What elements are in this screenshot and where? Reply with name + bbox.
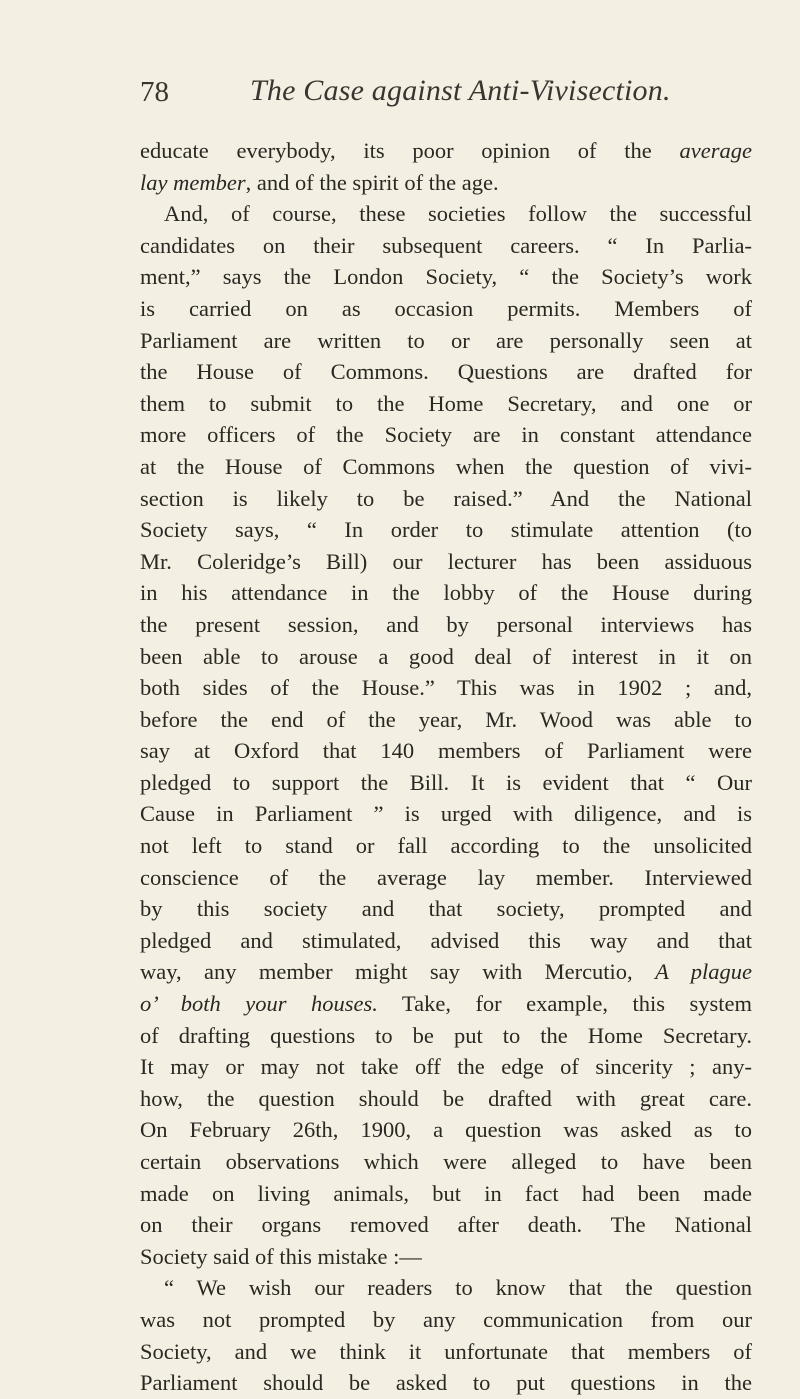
text-line	[140, 230, 752, 262]
text-segment: section is likely to be raised.” And the National	[140, 485, 752, 511]
text-segment: before the end of the year, Mr. Wood was able to	[140, 706, 752, 732]
text-line	[140, 451, 752, 483]
text-line	[140, 1241, 752, 1273]
text-line	[140, 167, 752, 199]
text-segment: certain observations which were alleged to have been	[140, 1149, 752, 1174]
text-segment: ment,” says the London Society, “ the Society’s work	[140, 264, 752, 290]
text-segment: of drafting questions to be put to the Home Secretary.	[140, 1022, 752, 1048]
text-line	[140, 261, 752, 293]
text-segment: And, of course, these societies follow the successful	[164, 201, 752, 227]
text-segment: not left to stand or fall according to the unsolicited	[140, 833, 752, 859]
text-line	[140, 1114, 752, 1146]
text-segment: It may or may not take off the edge of sincerity ; any-	[140, 1054, 752, 1080]
text-line	[140, 672, 752, 704]
text-segment: conscience of the average lay member. Interviewed	[140, 864, 752, 890]
text-segment: how, the question should be drafted with great care.	[140, 1085, 752, 1111]
text-segment: both sides of the House.” This was in 1902 ; and,	[140, 675, 752, 701]
text-segment: the House of Commons. Questions are drafted for	[140, 359, 752, 385]
text-line	[140, 135, 752, 167]
italic-text: lay member	[140, 169, 246, 195]
text-segment: the present session, and by personal interviews has	[140, 611, 752, 637]
text-segment: was not prompted by any communication from our	[140, 1306, 752, 1332]
text-line	[140, 893, 752, 925]
text-segment: candidates on their subsequent careers. “ In Parlia-	[140, 232, 752, 258]
text-segment: Society, and we think it unfortunate that members of	[140, 1338, 752, 1364]
text-segment: pledged to support the Bill. It is evident that “ Our	[140, 769, 752, 795]
text-line	[140, 419, 752, 451]
text-line	[140, 988, 752, 1020]
text-line	[140, 1083, 752, 1115]
text-segment: “ We wish our readers to know that the question	[164, 1275, 752, 1301]
text-line	[140, 577, 752, 609]
text-line	[140, 956, 752, 988]
text-segment: made on living animals, but in fact had been made	[140, 1180, 752, 1206]
text-segment: , and of the spirit of the age.	[245, 169, 499, 195]
text-segment: Mr. Coleridge’s Bill) our lecturer has been assiduous	[140, 548, 752, 574]
text-line	[140, 1146, 752, 1178]
text-line	[140, 1304, 752, 1336]
text-line	[140, 830, 752, 862]
text-line	[140, 514, 752, 546]
text-segment: Society said of this mistake :—	[140, 1243, 422, 1269]
text-segment: way, any member might say with Mercutio,	[140, 959, 656, 985]
text-line	[140, 388, 752, 420]
page-header	[140, 70, 740, 114]
text-line	[140, 1051, 752, 1083]
text-segment: is carried on as occasion permits. Members of	[140, 295, 752, 321]
italic-text: A plague	[655, 959, 753, 985]
text-segment: at the House of Commons when the question of vivi-	[140, 453, 752, 479]
text-segment: them to submit to the Home Secretary, and one or	[140, 390, 752, 416]
text-line	[140, 325, 752, 357]
page-number: 78	[140, 76, 169, 108]
text-segment: Parliament should be asked to put questions in the	[140, 1370, 752, 1396]
text-segment: by this society and that society, prompted and	[140, 896, 752, 922]
text-segment: On February 26th, 1900, a question was asked as to	[140, 1117, 752, 1143]
text-line	[140, 609, 752, 641]
text-line	[140, 798, 752, 830]
body-text	[140, 135, 752, 1399]
italic-text: o’ both your houses.	[140, 991, 378, 1017]
text-line	[140, 641, 752, 673]
text-line	[140, 356, 752, 388]
text-segment: Take, for example, this system	[377, 991, 752, 1017]
text-line	[140, 767, 752, 799]
text-line	[140, 293, 752, 325]
text-line	[140, 1367, 752, 1399]
text-segment: pledged and stimulated, advised this way and that	[140, 927, 752, 953]
text-line	[140, 546, 752, 578]
running-title: The Case against Anti-Vivisection.	[250, 74, 671, 107]
text-segment: in his attendance in the lobby of the House during	[140, 580, 752, 606]
text-line	[140, 1020, 752, 1052]
italic-text: average	[679, 138, 752, 163]
text-line	[140, 735, 752, 767]
text-line	[140, 704, 752, 736]
text-line	[140, 483, 752, 515]
text-line	[140, 862, 752, 894]
text-segment: on their organs removed after death. The National	[140, 1212, 752, 1238]
text-line	[140, 1272, 752, 1304]
text-segment: Society says, “ In order to stimulate attention (to	[140, 517, 752, 543]
text-segment: Cause in Parliament ” is urged with diligence, and is	[140, 801, 752, 827]
text-line	[140, 925, 752, 957]
text-segment: educate everybody, its poor opinion of the	[140, 138, 680, 163]
text-line	[140, 1178, 752, 1210]
text-segment: say at Oxford that 140 members of Parliament were	[140, 738, 752, 764]
text-line	[140, 1209, 752, 1241]
text-line	[140, 1336, 752, 1368]
text-segment: Parliament are written to or are personally seen at	[140, 327, 752, 353]
text-line	[140, 198, 752, 230]
text-segment: been able to arouse a good deal of interest in it on	[140, 643, 752, 669]
text-segment: more officers of the Society are in constant attendance	[140, 422, 752, 448]
